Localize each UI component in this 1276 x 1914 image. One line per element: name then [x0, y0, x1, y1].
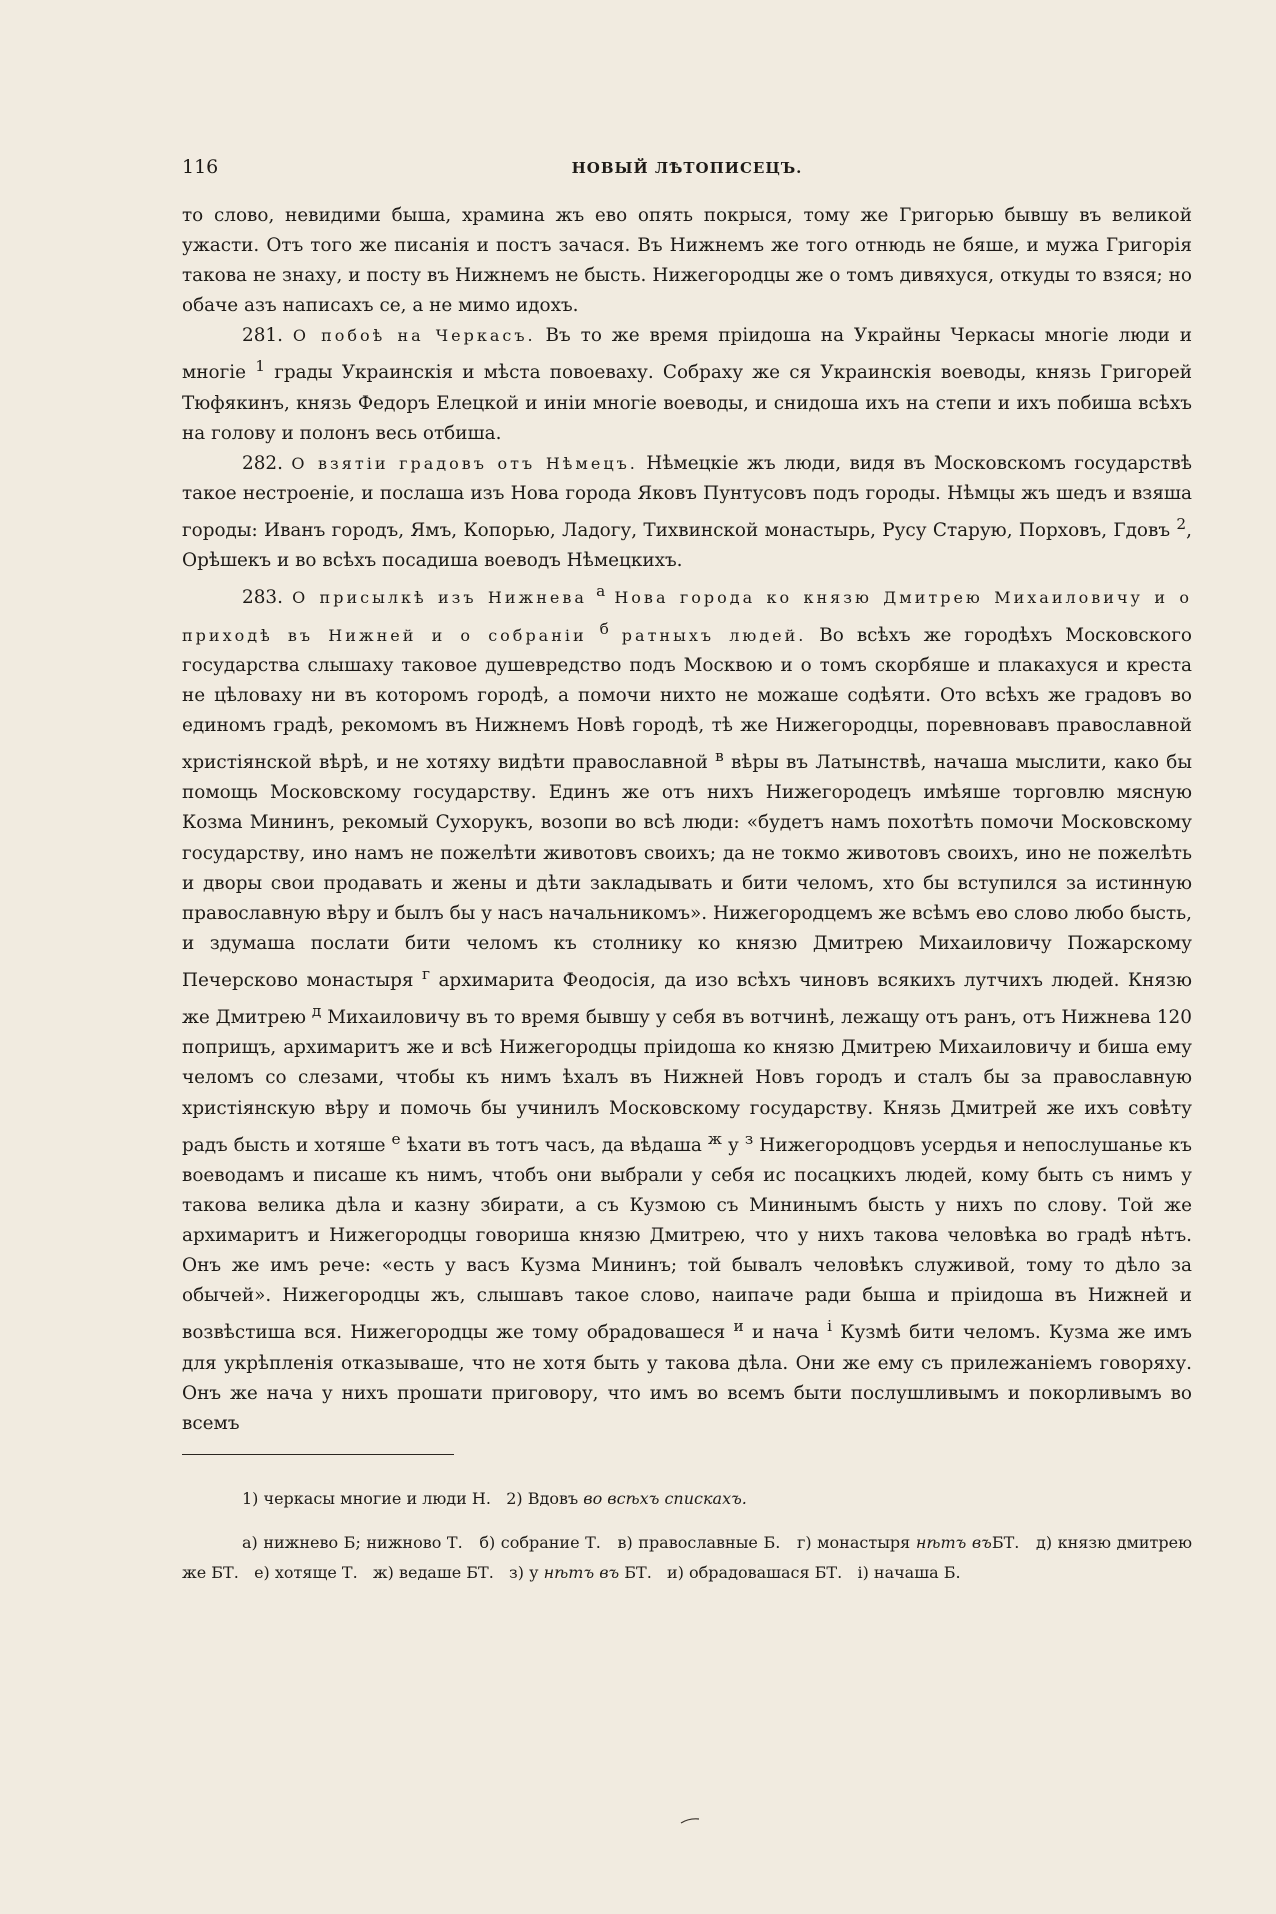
footnotes-numbered [182, 1484, 1192, 1514]
footnote-divider [182, 1454, 454, 1455]
section-number: 283. [242, 587, 283, 609]
footnote-2-italic: во всѣхъ спискахъ. [583, 1489, 747, 1508]
variant-ref: з [744, 1129, 754, 1148]
variant-ii: і) начаша Б. [857, 1563, 961, 1582]
paragraph-text: Нижегородцовъ усердья и непослушанье къ воеводамъ и писаше къ нимъ, чтобъ они выбрали у себя ис посацкихъ людей, кому быть съ нимъ у такова велика дѣла и казну збирати, а съ Кузмою съ Мининымъ бысть у нихъ по слову. Той же архимаритъ и Нижегородцы говориша князю Дмитрею, что у нихъ такова человѣка во градѣ нѣтъ. Онъ же имъ рече: «есть у васъ Кузма Мининъ; той бывалъ человѣкъ служивой, тому то дѣло за обычей». Нижегородцы жъ, слышавъ такое слово, наипаче ради быша и пріидоша въ Нижней и возвѣстиша вся. Нижегородцы же тому обрадовашеся [182, 1134, 1192, 1344]
variant-z-source: БТ. [624, 1563, 652, 1582]
variant-ref: в [715, 747, 724, 766]
variant-e: е) хотяще Т. [254, 1563, 358, 1582]
paragraph-text: то слово, невидими быша, храмина жъ ево опять покрыся, тому же Григорью бывшу въ великой ужасти. Отъ того же писанія и постъ зачася. Въ Нижнемъ же того отнюдь не бяше, и мужа Григорія такова не знаху, и посту въ Нижнемъ не бысть. Нижегородцы же о томъ дивяхуся, откуды то взяся; но обаче азъ написахъ се, а не мимо идохъ. [182, 205, 1192, 317]
variant-g-italic: нѣтъ въ [915, 1533, 992, 1552]
variant-ref: б [599, 619, 609, 638]
variant-ref: а [596, 582, 606, 601]
section-heading: ратныхъ людей. [621, 625, 807, 645]
variant-i: и) обрадовашася БТ. [667, 1563, 843, 1582]
variant-z: з) у [509, 1563, 539, 1582]
variant-b: б) собрание Т. [479, 1533, 601, 1552]
section-heading: Нова города ко князю Дмитрею Михаиловичу и о приходѣ въ Нижней и о собраніи [182, 588, 1192, 645]
paragraph-281 [182, 321, 1192, 449]
variant-a: а) нижнево Б; нижново Т. [242, 1533, 463, 1552]
section-number: 282. [242, 452, 283, 474]
paragraph-continuation [182, 201, 1192, 321]
paragraph-text: вѣры въ Латынствѣ, начаша мыслити, како бы помощь Московскому государству. Единъ же отъ нихъ Нижегородецъ имѣяше торговлю мясную Козма Мининъ, рекомый Сухорукъ, возопи во всѣ люди: «будетъ намъ похотѣть помочи Московскому государству, ино намъ не пожелѣти животовъ своихъ; да не токмо животовъ своихъ, ино не пожелѣть и дворы свои продавать и жены и дѣти закладывать и бити челомъ, хто бы вступился за истинную православную вѣру и былъ бы у насъ начальникомъ». Нижегородцемъ же всѣмъ ево слово любо бысть, и здумаша послати бити челомъ къ столнику ко князю Дмитрею Михаиловичу Пожарскому Печерсково монастыря [182, 752, 1192, 991]
ink-mark [680, 1818, 700, 1824]
section-heading: О побоѣ на Черкасъ. [292, 326, 536, 346]
section-heading: О взятіи градовъ отъ Нѣмецъ. [291, 453, 638, 473]
section-number: 281. [242, 325, 283, 347]
paragraph-text: Во всѣхъ же городѣхъ Московского государства слышаху таковое душевредство подъ Москвою и о томъ скорбяше и плакахуся и креста не цѣловаху ни въ которомъ городѣ, а помочи нихто не можаше содѣяти. Ото всѣхъ же градовъ во единомъ градѣ, рекомомъ въ Нижнемъ Новѣ городѣ, тѣ же Нижегородцы, поревновавъ православной христіянской вѣрѣ, и не хотяху видѣти православной [182, 624, 1192, 774]
paragraph-text: Нѣмецкіе жъ люди, видя въ Московскомъ государствѣ такое нестроеніе, и послаша изъ Нова города Яковъ Пунтусовъ подъ городы. Нѣмцы жъ шедъ и взяша городы: Иванъ городъ, Ямъ, Копорью, Ладогу, Тихвинской монастырь, Русу Старую, Порховъ, Гдовъ [182, 452, 1192, 542]
variant-ref: д [311, 1002, 322, 1021]
variant-g-source: БТ. [991, 1533, 1020, 1552]
running-head-title: НОВЫЙ ЛѢТОПИСЕЦЪ. [571, 159, 803, 177]
paragraph-text: архимарита Феодосія, да изо всѣхъ чиновъ всякихъ лутчихъ людей. Князю же Дмитрею [182, 970, 1192, 1029]
variant-d: д) князю дмитрею же БТ. [182, 1533, 1193, 1582]
variant-z-italic: нѣтъ въ [543, 1563, 620, 1582]
paragraph-282 [182, 449, 1192, 577]
paragraph-text: Кузмѣ бити челомъ. Кузма же имъ для укрѣпленія отказываше, что не хотя быть у такова дѣла. Они же ему съ прилежаніемъ говоряху. Онъ же нача у нихъ прошати приговору, что имъ во всемъ быти послушливымъ и покорливымъ во всемъ [182, 1322, 1192, 1434]
paragraph-283 [182, 576, 1192, 1438]
variant-zh: ж) ведаше БТ. [372, 1563, 494, 1582]
footnote-1: 1) черкасы многие и люди Н. [242, 1489, 491, 1508]
variant-ref: и [733, 1317, 744, 1336]
footnote-ref: 2 [1176, 515, 1187, 534]
variant-ref: ж [707, 1129, 722, 1148]
paragraph-text: у [728, 1134, 739, 1156]
paragraph-text: Въ то же время пріидоша на Украйны Черкасы многіе люди и многіе [182, 325, 1192, 384]
paragraph-text: и нача [752, 1322, 819, 1344]
main-text [182, 201, 1192, 1439]
variant-ref: е [391, 1129, 401, 1148]
variant-v: в) православные Б. [617, 1533, 781, 1552]
paragraph-text: , Орѣшекъ и во всѣхъ посадиша воеводъ Нѣмецкихъ. [182, 520, 1192, 572]
variant-ref: і [827, 1317, 833, 1336]
paragraph-text: ѣхати въ тотъ часъ, да вѣдаша [406, 1134, 702, 1156]
paragraph-text: Михаиловичу въ то время бывшу у себя въ вотчинѣ, лежащу отъ ранъ, отъ Нижнева 120 поприщъ, архимаритъ же и всѣ Нижегородцы пріидоша ко князю Дмитрею Михаиловичу и биша ему челомъ со слезами, чтобы къ нимъ ѣхалъ въ Нижней Новъ городъ и сталъ бы за православную христіянскую вѣру и помочь бы учинилъ Московскому государству. Князь Дмитрей же ихъ совѣту радъ бысть и хотяше [182, 1007, 1192, 1156]
section-heading: О присылкѣ изъ Нижнева [292, 588, 587, 608]
footnote-2: 2) Вдовъ [506, 1489, 579, 1508]
footnotes-variants [182, 1528, 1192, 1588]
variant-g: г) монастыря [796, 1533, 911, 1552]
page-header [182, 156, 1192, 186]
footnote-ref: 1 [255, 357, 266, 376]
paragraph-text: грады Украинскія и мѣста повоеваху. Собраху же ся Украинскія воеводы, князь Григорей Тюфякинъ, князь Федоръ Елецкой и иніи многіе воеводы, и снидоша ихъ на степи и ихъ побиша всѣхъ на голову и полонъ весь отбиша. [182, 362, 1192, 444]
page-number: 116 [182, 156, 219, 178]
variant-ref: г [421, 964, 431, 983]
